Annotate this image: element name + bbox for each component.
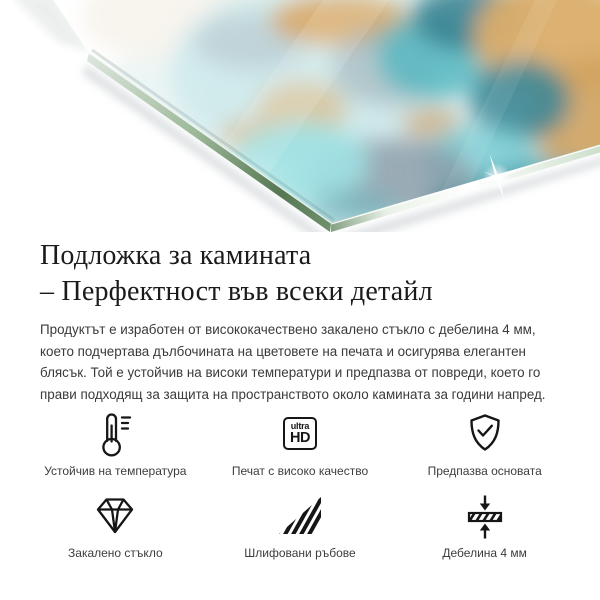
thickness-4mm-icon xyxy=(465,492,505,539)
feature-polished-edges xyxy=(208,491,393,573)
feature-tempered-glass xyxy=(23,491,208,573)
feature-label: Предпазва основата xyxy=(427,464,542,478)
polished-edges-icon xyxy=(278,492,322,539)
glass-panel-artwork xyxy=(0,0,600,232)
hero-image xyxy=(0,0,600,232)
feature-print-quality xyxy=(208,409,393,491)
ultra-hd-icon xyxy=(283,410,317,457)
product-description: Продуктът е изработен от висококачествено закалено стъкло с дебелина 4 мм, което подчертава дълбочината на цветовете на печата и осигурява елегантен блясък. Той е устойчив на високи температури и предпазва от повреди, което го прави подходящ за защита на пространството около камината за години напред. xyxy=(40,322,546,402)
features-grid xyxy=(23,409,577,573)
feature-thickness xyxy=(392,491,577,573)
content-section xyxy=(0,238,600,573)
feature-label: Закалено стъкло xyxy=(68,546,163,560)
diamond-icon xyxy=(91,492,139,539)
shield-check-icon xyxy=(466,410,504,457)
ultra-hd-badge-top: ultra xyxy=(290,421,310,431)
ultra-hd-badge-bottom: HD xyxy=(290,430,310,446)
feature-temperature xyxy=(23,409,208,491)
fluid-art-print xyxy=(8,0,600,232)
feature-label: Дебелина 4 мм xyxy=(442,546,527,560)
feature-protection xyxy=(392,409,577,491)
feature-label: Печат с високо качество xyxy=(231,464,369,478)
thermometer-icon xyxy=(97,410,133,457)
feature-label: Шлифовани ръбове xyxy=(244,546,356,560)
page-title-line2: – Перфектност във всеки детайл xyxy=(40,276,433,307)
page-title-line1: Подложка за камината xyxy=(40,240,312,271)
page-title xyxy=(40,238,560,310)
feature-label: Устойчив на температура xyxy=(44,464,187,478)
